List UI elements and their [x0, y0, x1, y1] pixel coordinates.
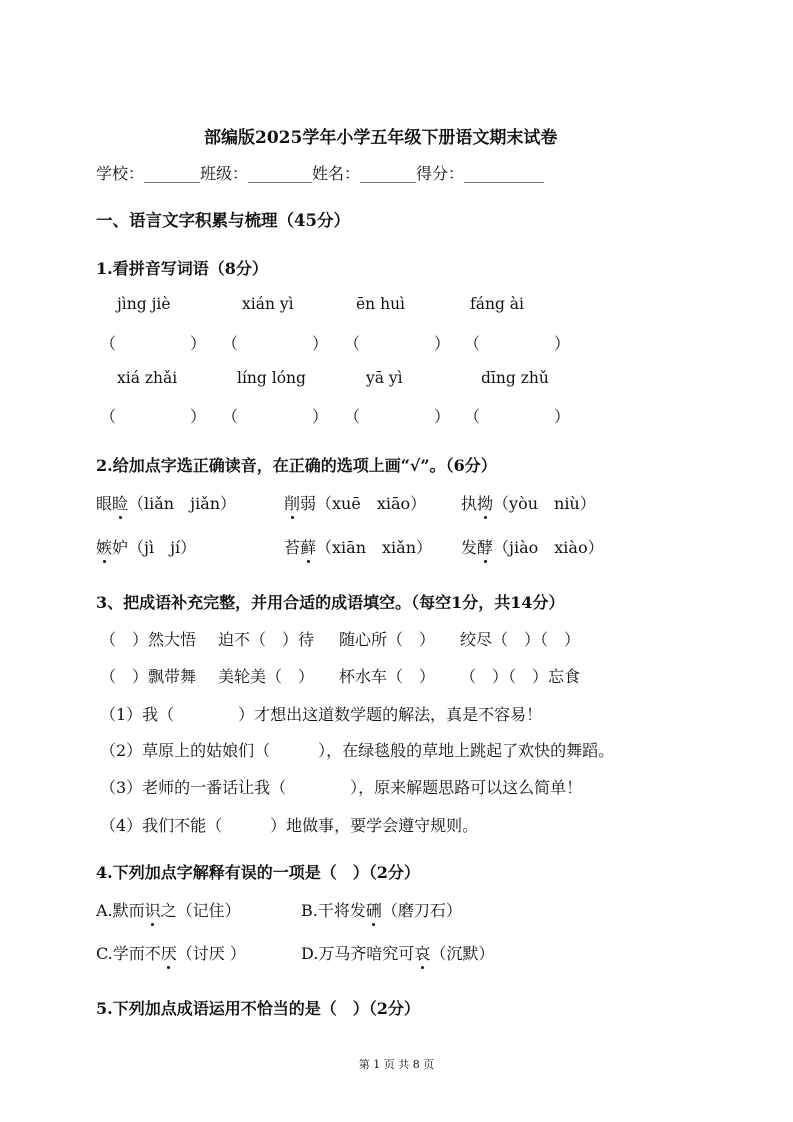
reading-item: [461, 491, 596, 514]
question-3-title: 3、把成语补充完整，并用合适的成语填空。（每空1分，共14分）: [96, 593, 565, 612]
idiom-item: 杯水车（ ）: [339, 667, 436, 686]
pinyin-item: xiá zhǎi: [117, 369, 178, 387]
pinyin-item: ēn huì: [356, 295, 406, 313]
option-a: [96, 898, 241, 921]
option-text: A.默而: [96, 901, 145, 920]
answer-blank-open: （: [344, 407, 361, 426]
pinyin-item: jìng jiè: [117, 295, 171, 313]
option-text: B.干将发: [301, 901, 366, 920]
idiom-item: （ ）然大悟: [100, 630, 197, 649]
option-d: [301, 941, 494, 964]
reading-item: [96, 491, 236, 514]
reading-item: [284, 535, 432, 558]
item-options: （xiān xiǎn）: [316, 538, 433, 557]
pinyin-item: xián yì: [242, 295, 294, 313]
fill-sentence: （1）我（ ）才想出这道数学题的解法，真是不容易！: [100, 705, 543, 724]
item-text: 眼: [96, 494, 113, 513]
item-options: 妒（jì jí）: [112, 538, 197, 557]
option-b: [301, 898, 462, 921]
question-5-title: 5.下列加点成语运用不恰当的是（ ）（2分）: [96, 999, 420, 1018]
option-text: （磨刀石）: [381, 901, 462, 920]
fill-sentence: （3）老师的一番话让我（ ），原来解题思路可以这么简单！: [100, 778, 583, 797]
option-text: C.学而不: [96, 944, 161, 963]
reading-item: [284, 491, 426, 514]
question-1-title: 1.看拼音写词语（8分）: [96, 259, 268, 278]
page-footer: 第 1 页 共 8 页: [358, 1058, 435, 1071]
dotted-character: 识: [144, 901, 161, 920]
pinyin-item: fáng ài: [470, 295, 525, 313]
reading-item: [461, 535, 604, 558]
reading-item: [96, 535, 196, 558]
pinyin-item: yā yì: [366, 369, 403, 387]
answer-blank-close: ）: [554, 334, 571, 353]
fill-sentence: （4）我们不能（ ）地做事，要学会遵守规则。: [100, 816, 479, 835]
idiom-item: 迫不（ ）待: [218, 630, 315, 649]
option-text: （讨厌 ）: [176, 944, 246, 963]
item-options: 弱（xuē xiāo）: [300, 494, 427, 513]
option-text: D.万马齐喑究可: [301, 944, 415, 963]
dotted-character: 睑: [112, 494, 129, 513]
answer-blank-close: ）: [190, 407, 207, 426]
dotted-character: 嫉: [96, 538, 113, 557]
answer-blank-close: ）: [434, 334, 451, 353]
idiom-item: 随心所（ ）: [339, 630, 436, 649]
pinyin-item: dīng zhǔ: [481, 369, 549, 387]
answer-blank-open: （: [222, 334, 239, 353]
idiom-item: 绞尽（ ）（ ）: [460, 630, 581, 649]
item-options: （yòu niù）: [493, 494, 596, 513]
answer-blank-open: （: [100, 334, 117, 353]
answer-blank-open: （: [100, 407, 117, 426]
item-options: （jiào xiào）: [493, 538, 604, 557]
dotted-character: 拗: [477, 494, 494, 513]
answer-blank-close: ）: [312, 407, 329, 426]
dotted-character: 硎: [365, 901, 382, 920]
answer-blank-open: （: [344, 334, 361, 353]
answer-blank-open: （: [464, 407, 481, 426]
item-options: （liǎn jiǎn）: [128, 494, 237, 513]
question-4-title: 4.下列加点字解释有误的一项是（ ）（2分）: [96, 863, 420, 882]
answer-blank-close: ）: [434, 407, 451, 426]
page-title: 部编版2025学年小学五年级下册语文期末试卷: [204, 128, 558, 148]
idiom-item: （ ）飘带舞: [100, 667, 197, 686]
dotted-character: 哀: [414, 944, 431, 963]
dotted-character: 削: [284, 494, 301, 513]
option-text: （沉默）: [430, 944, 495, 963]
option-text: 之（记住）: [160, 901, 241, 920]
item-text: 发: [461, 538, 478, 557]
student-info-line: 学校：_______班级：________姓名：_______得分：__________: [96, 164, 545, 183]
item-text: 苔: [284, 538, 301, 557]
dotted-character: 酵: [477, 538, 494, 557]
idiom-item: 美轮美（ ）: [218, 667, 315, 686]
answer-blank-close: ）: [312, 334, 329, 353]
answer-blank-open: （: [464, 334, 481, 353]
answer-blank-close: ）: [554, 407, 571, 426]
answer-blank-close: ）: [190, 334, 207, 353]
item-text: 执: [461, 494, 478, 513]
dotted-character: 厌: [160, 944, 177, 963]
answer-blank-open: （: [222, 407, 239, 426]
dotted-character: 藓: [300, 538, 317, 557]
section-heading: 一、语言文字积累与梳理（45分）: [96, 211, 350, 230]
question-2-title: 2.给加点字选正确读音，在正确的选项上画“√”。（6分）: [96, 456, 497, 475]
pinyin-item: líng lóng: [237, 369, 306, 387]
option-c: [96, 941, 246, 964]
fill-sentence: （2）草原上的姑娘们（ ），在绿毯般的草地上跳起了欢快的舞蹈。: [100, 741, 615, 760]
idiom-item: （ ）（ ）忘食: [460, 667, 581, 686]
